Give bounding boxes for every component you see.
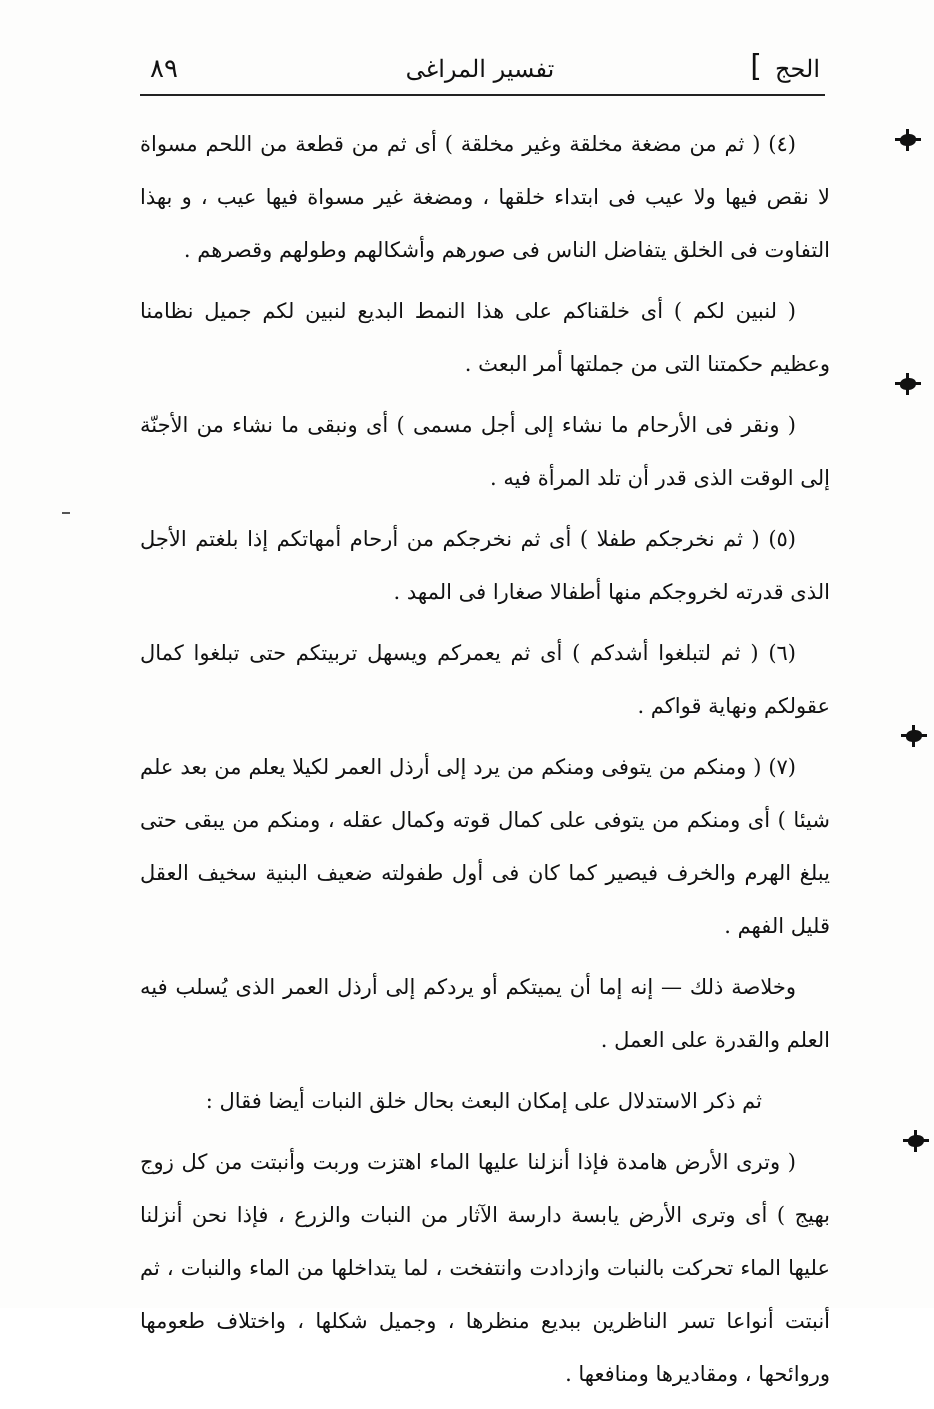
paragraph-verse-6: (٦) ( ثم لتبلغوا أشدكم ) أى ثم يعمركم ويسهل تربيتكم حتى تبلغوا كمال عقولكم ونهاية قواكم . [140,641,830,718]
header-rule [140,94,825,96]
paragraph-transition: ثم ذكر الاستدلال على إمكان البعث بحال خلق النبات أيضا فقال : [205,1089,762,1113]
margin-dash [62,512,70,514]
margin-mark-2 [900,378,916,390]
paragraph-summary: وخلاصة ذلك — إنه إما أن يميتكم أو يردكم إلى أرذل العمر الذى يُسلب فيه العلم والقدرة على العمل . [140,975,830,1052]
paragraph-earth: ( وترى الأرض هامدة فإذا أنزلنا عليها الماء اهتزت وربت وأنبتت من كل زوج بهيج ) أى وترى الأرض يابسة دارسة الآثار من النبات والزرع ، فإذا نحن أنزلنا عليها الماء تحركت بالنبات وازدادت وانتفخت ، لما يتداخلها من الماء والنبات ، ثم أنبتت أنواعا تسر الناظرين ببديع منظرها ، وجميل شكلها ، واختلاف طعومها وروائحها ، ومقاديرها ومنافعها . [140,1150,830,1386]
paragraph-verse-5: (٥) ( ثم نخرجكم طفلا ) أى ثم نخرجكم من أرحام أمهاتكم إذا بلغتم الأجل الذى قدرته لخروجكم منها أطفالا صغارا فى المهد . [140,527,830,604]
paragraph-verse-4: (٤) ( ثم من مضغة مخلقة وغير مخلقة ) أى ثم من قطعة من اللحم مسواة لا نقص فيها ولا عيب فى ابتداء خلقها ، ومضغة غير مسواة فيها عيب ، و بهذا التفاوت فى الخلق يتفاضل الناس فى صورهم وأشكالهم وطولهم وقصرهم . [140,132,830,262]
running-header [140,49,820,92]
margin-mark-4 [908,1135,924,1147]
paragraph-wanuqirru: ( ونقر فى الأرحام ما نشاء إلى أجل مسمى ) أى ونبقى ما نشاء من الأجنّة إلى الوقت الذى قدر أن تلد المرأة فيه . [140,413,830,490]
paragraph-linubayyina: ( لنبين لكم ) أى خلقناكم على هذا النمط البديع لنبين لكم جميل نظامنا وعظيم حكمتنا التى من جملتها أمر البعث . [140,299,830,376]
margin-mark-3 [906,730,922,742]
surah-name: الحج [775,55,820,83]
page-number: ٨٩ [150,54,178,84]
margin-mark-1 [900,134,916,146]
body-text [140,118,830,1409]
book-title: تفسير المراغى [405,55,555,83]
paragraph-verse-7: (٧) ( ومنكم من يتوفى ومنكم من يرد إلى أرذل العمر لكيلا يعلم من بعد علم شيئا ) أى ومنكم من يتوفى على كمال قوته وكمال عقله ، ومنكم من يبقى حتى يبلغ الهرم والخرف فيصير كما كان فى أول طفولته ضعيف البنية سخيف العقل قليل الفهم . [140,755,830,938]
header-bracket: ] [750,49,762,84]
